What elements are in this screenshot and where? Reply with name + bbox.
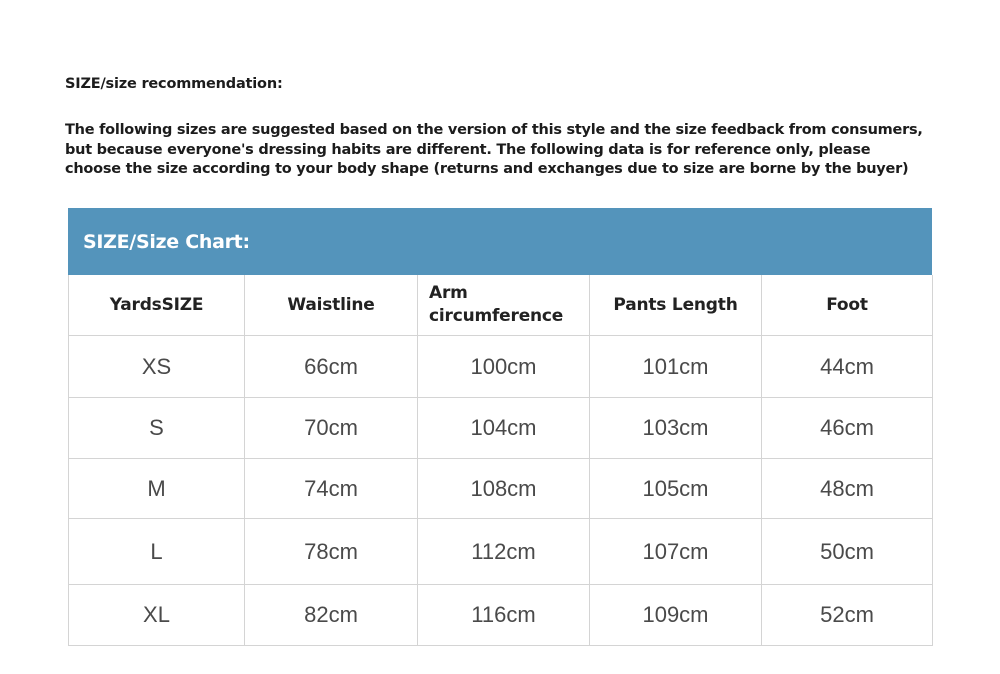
column-header-foot: Foot [762, 275, 933, 336]
column-header-arm-circumference [418, 275, 590, 336]
column-header-line: Arm [429, 283, 468, 303]
size-table [68, 275, 933, 646]
size-recommendation-text [65, 121, 945, 180]
cell-arm-circumference: 112cm [418, 519, 590, 585]
table-row [69, 336, 933, 398]
cell-size: XS [69, 336, 245, 398]
column-header-line: circumference [429, 306, 564, 326]
cell-waistline: 78cm [245, 519, 418, 585]
size-chart-title-band [68, 208, 932, 275]
size-recommendation-title: SIZE/size recommendation: [65, 76, 283, 92]
cell-arm-circumference: 116cm [418, 585, 590, 646]
cell-arm-circumference: 104cm [418, 398, 590, 459]
cell-foot: 48cm [762, 459, 933, 519]
table-row [69, 398, 933, 459]
cell-size: XL [69, 585, 245, 646]
cell-foot: 52cm [762, 585, 933, 646]
cell-pants-length: 109cm [590, 585, 762, 646]
cell-waistline: 70cm [245, 398, 418, 459]
table-row [69, 519, 933, 585]
size-chart-title: SIZE/Size Chart: [83, 230, 250, 253]
cell-pants-length: 101cm [590, 336, 762, 398]
table-row [69, 459, 933, 519]
cell-foot: 44cm [762, 336, 933, 398]
cell-waistline: 66cm [245, 336, 418, 398]
cell-size: M [69, 459, 245, 519]
cell-waistline: 74cm [245, 459, 418, 519]
column-header-waistline: Waistline [245, 275, 418, 336]
column-header-pants-length: Pants Length [590, 275, 762, 336]
size-chart [68, 208, 932, 646]
cell-size: L [69, 519, 245, 585]
cell-arm-circumference: 100cm [418, 336, 590, 398]
recommendation-line: The following sizes are suggested based on the version of this style and the size feedback from consumers, [65, 122, 923, 138]
cell-pants-length: 105cm [590, 459, 762, 519]
cell-pants-length: 103cm [590, 398, 762, 459]
cell-foot: 46cm [762, 398, 933, 459]
recommendation-line: choose the size according to your body shape (returns and exchanges due to size are borne by the buyer) [65, 161, 909, 177]
cell-foot: 50cm [762, 519, 933, 585]
table-row [69, 585, 933, 646]
cell-waistline: 82cm [245, 585, 418, 646]
recommendation-line: but because everyone's dressing habits are different. The following data is for reference only, please [65, 141, 871, 158]
column-header-size: YardsSIZE [69, 275, 245, 336]
cell-size: S [69, 398, 245, 459]
cell-pants-length: 107cm [590, 519, 762, 585]
cell-arm-circumference: 108cm [418, 459, 590, 519]
table-header-row [69, 275, 933, 336]
